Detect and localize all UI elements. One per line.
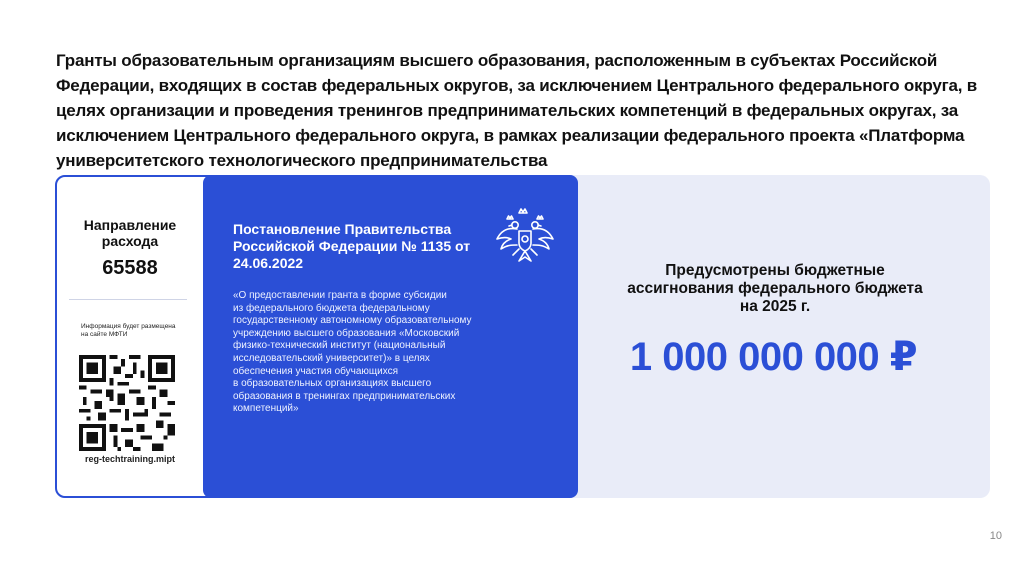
info-note: Информация будет размещена на сайте МФТИ	[81, 323, 176, 338]
page-title: Гранты образовательным организациям высшего образования, расположенным в субъектах Российской Федерации, входящих в состав федеральных округов, за исключением Центрального федерального округа, в целях организации и проведения тренингов предпринимательских компетенций в федеральных округах, за исключением Центрального федерального округа, в рамках реализации федерального проекта «Платформа университетского технологического предпринимательства	[56, 51, 978, 170]
page-number: 10	[989, 530, 1002, 542]
decree-card	[203, 175, 578, 498]
qr-code-icon[interactable]	[79, 355, 175, 451]
budget-amount: 1 000 000 000 ₽	[629, 335, 918, 379]
decree-quote: «О предоставлении гранта в форме субсидии из федерального бюджета федеральному государственному автономному образовательному учреждению высшего образования «Московский физико-технический институт (национальный исследовательский университет)» в целях обеспечения участия обучающихся в образовательных организациях высшего образования в тренингах предпринимательских компетенций»	[233, 290, 472, 415]
expense-code: 65588	[102, 257, 158, 279]
budget-label: Предусмотрены бюджетные ассигнования федерального бюджета на 2025 г.	[627, 262, 923, 315]
russian-coat-of-arms-icon	[493, 205, 557, 269]
expense-direction-label: Направление расхода	[83, 217, 177, 249]
divider	[69, 299, 187, 300]
site-url[interactable]: reg-techtraining.mipt	[84, 454, 175, 464]
decree-title: Постановление Правительства Российской Федерации № 1135 от 24.06.2022	[233, 221, 471, 271]
